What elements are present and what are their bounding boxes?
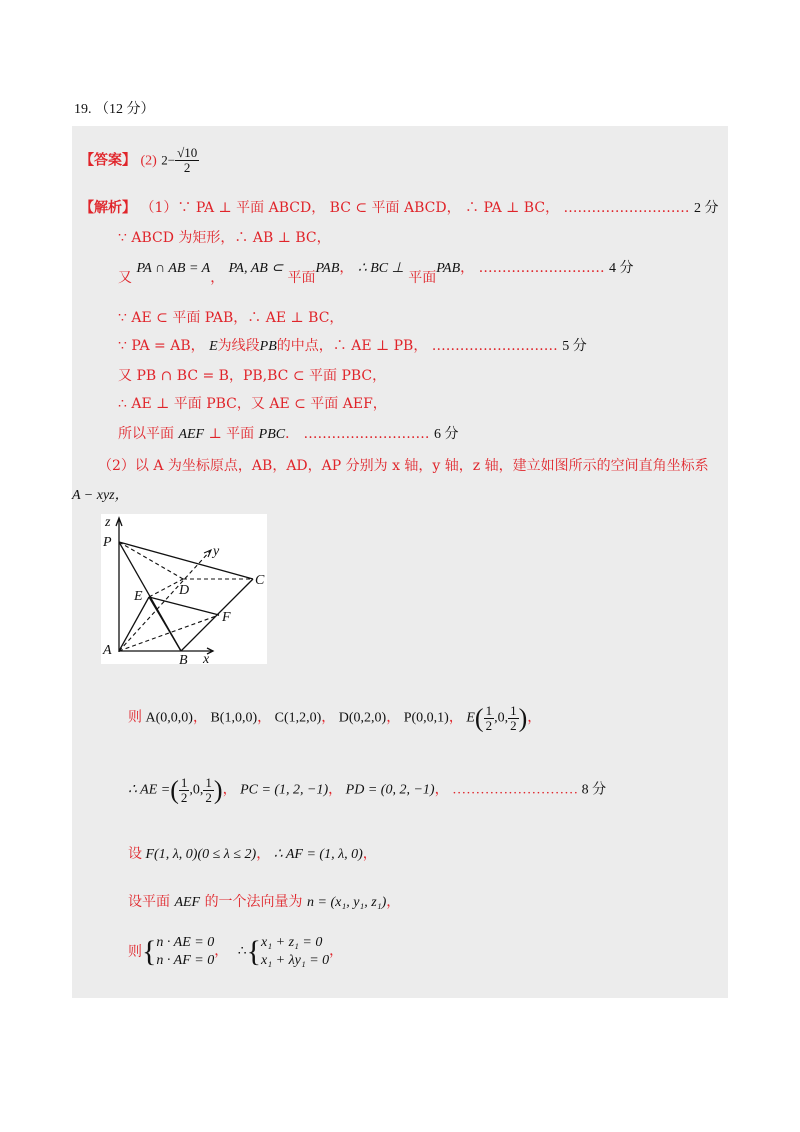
coords-line: 则 A(0,0,0)， B(1,0,0)， C(1,2,0)， D(0,2,0)， P(0,0,1)， E( $\frac{1}{2}$ ,0, $\frac{1}{2}$ )， [128, 703, 542, 733]
score-6: 6 分 [434, 427, 459, 442]
analysis-line-2: ∵ ABCD 为矩形，∴ AB ⊥ BC， [118, 230, 331, 246]
label-b: B [179, 653, 188, 664]
edge-ed [149, 579, 183, 597]
score-8: 8 分 [581, 782, 607, 798]
analysis-line-10: A − xyz， [72, 488, 129, 503]
answer-line [80, 146, 199, 175]
analysis-line-1: 【解析】 （1）∵ PA ⊥ 平面 ABCD， BC ⊂ 平面 ABCD， ∴ PA ⊥ BC， ……………………… 2 分 [80, 200, 719, 216]
answer-whole: 2− [161, 152, 176, 168]
label-a: A [103, 643, 112, 658]
edge-eb [149, 597, 181, 651]
edge-pc [119, 542, 253, 579]
analysis-label: 【解析】 [80, 200, 136, 216]
geometry-figure [101, 514, 267, 664]
label-f: F [222, 610, 231, 625]
analysis-line-8: 所以平面 AEF ⊥ 平面 PBC． ……………………… 6 分 [118, 426, 459, 442]
answer-label: 【答案】 [80, 152, 136, 169]
edge-ae [119, 597, 149, 651]
label-y: y [213, 544, 220, 559]
edge-pd [119, 542, 183, 579]
question-points: （12 分） [95, 102, 155, 117]
label-p: P [103, 535, 112, 550]
question-number: 19. [74, 102, 92, 117]
analysis-line-3: 又 PA ∩ AB = A， PA, AB ⊂ 平面PAB， ∴ BC ⊥ 平面PAB， ……………………… 4 分 [118, 260, 634, 286]
score-5: 5 分 [562, 339, 587, 354]
label-e: E [134, 589, 143, 604]
edge-af [119, 615, 219, 651]
label-c: C [255, 573, 265, 588]
label-z: z [105, 515, 111, 530]
question-header [74, 98, 155, 118]
normal-line: 设平面 AEF 的一个法向量为 n = (x₁, y₁, z₁)， [128, 894, 401, 910]
pyramid-diagram [101, 514, 267, 664]
analysis-line-6: 又 PB ∩ BC = B，PB,BC ⊂ 平面 PBC， [118, 368, 387, 384]
label-x: x [203, 652, 210, 664]
set-f-line: 设 F(1, λ, 0)(0 ≤ λ ≤ 2)， ∴ AF = (1, λ, 0)， [128, 846, 377, 862]
answer-fraction: $\frac{√10}{2}$ [177, 145, 198, 175]
analysis-line-5: ∵ PA = AB， E为线段PB的中点，∴ AE ⊥ PB， ……………………… 5 分 [118, 338, 587, 354]
analysis-line-7: ∴ AE ⊥ 平面 PBC，又 AE ⊂ 平面 AEF， [118, 396, 387, 412]
label-d: D [179, 583, 190, 598]
score-2: 2 分 [693, 201, 719, 216]
analysis-line-9: （2）以 A 为坐标原点，AB，AD，AP 分别为 x 轴，y 轴，z 轴，建立如图所示的空间直角坐标系 [98, 458, 709, 474]
answer-part: (2) [140, 153, 157, 169]
analysis-line-4: ∵ AE ⊂ 平面 PAB，∴ AE ⊥ BC， [118, 310, 344, 326]
vectors-line: ∴ AE =( $\frac{1}{2}$ ,0, $\frac{1}{2}$ )， PC = (1, 2, −1)， PD = (0, 2, −1)， ……………………… 8 分 [128, 775, 607, 805]
system-line: 则{ n · AE = 0 n · AF = 0 ， ∴{ x₁ + z₁ = 0 x₁ + λy₁ = 0 ， [128, 935, 344, 968]
score-4: 4 分 [609, 261, 634, 276]
